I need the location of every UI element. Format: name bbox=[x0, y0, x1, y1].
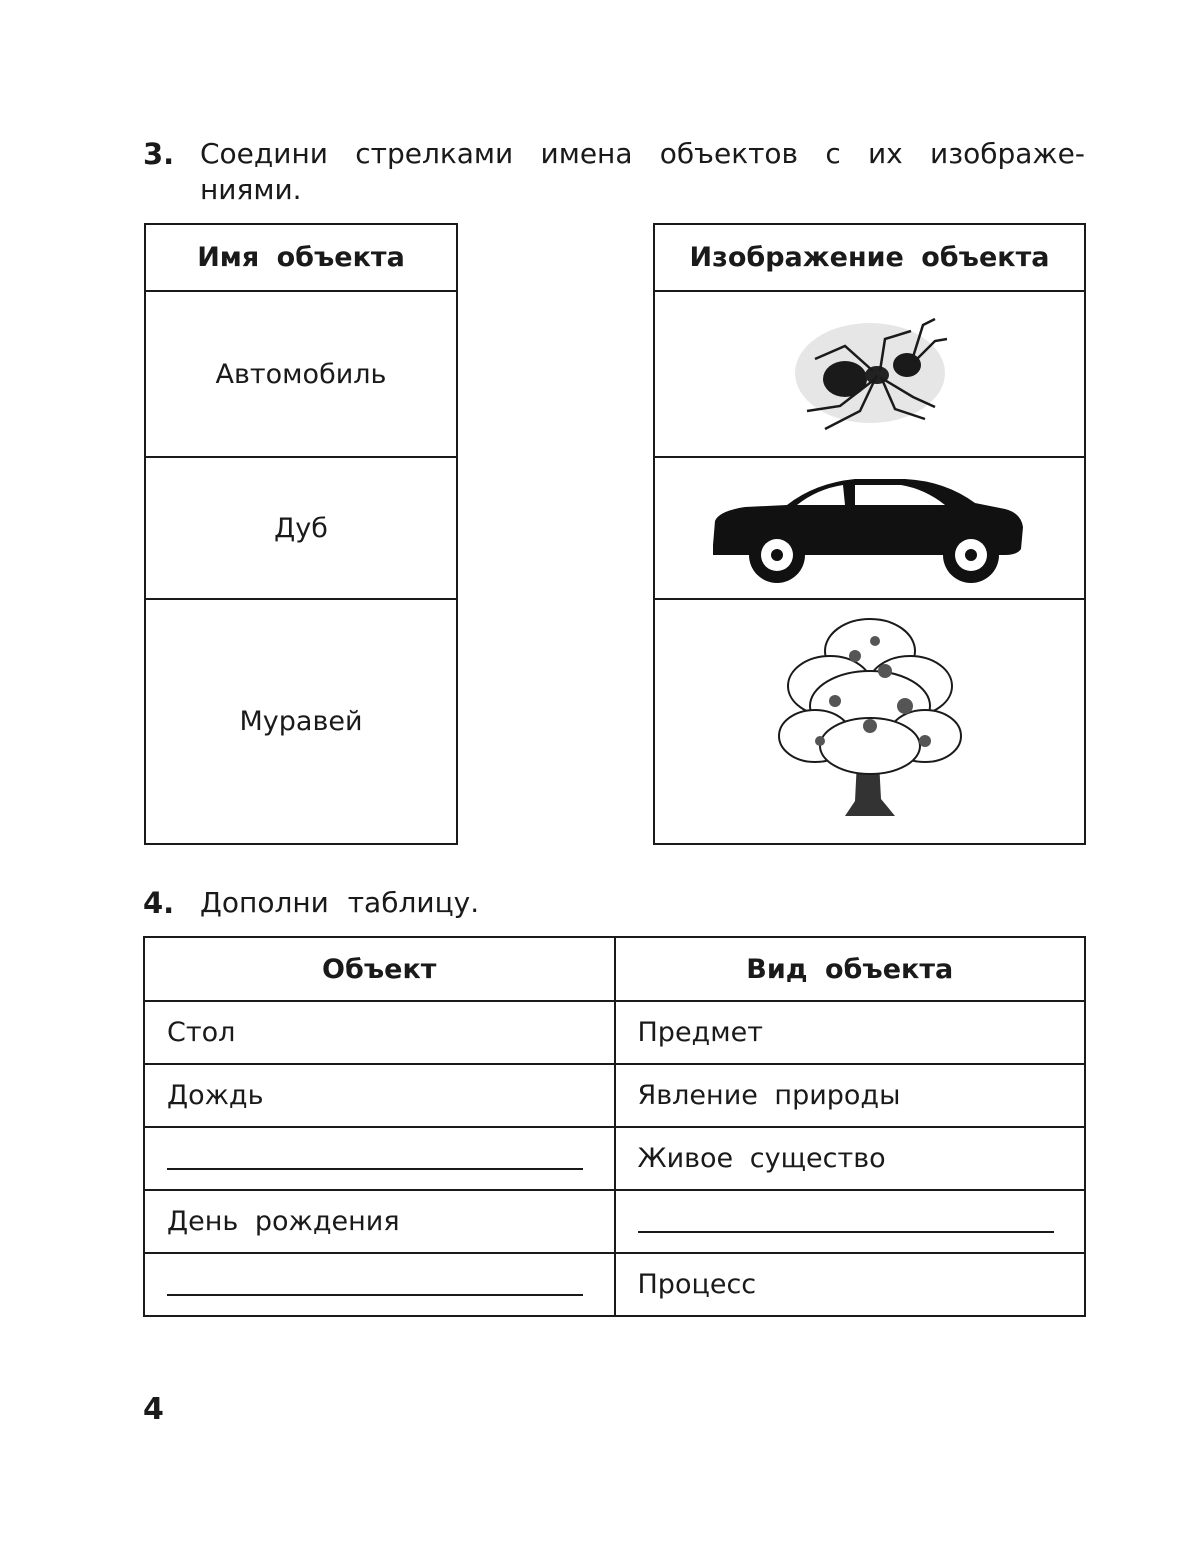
task3-number: 3. bbox=[143, 137, 175, 171]
image-cell-car bbox=[654, 457, 1085, 599]
name-cell-car: Автомобиль bbox=[145, 291, 457, 457]
task4-instruction: Дополни таблицу. bbox=[200, 886, 480, 919]
object-cell-blank[interactable] bbox=[144, 1253, 615, 1316]
object-cell: Стол bbox=[144, 1001, 615, 1064]
table-row bbox=[144, 1190, 1085, 1253]
page-number: 4 bbox=[143, 1392, 164, 1427]
table-row bbox=[144, 1001, 1085, 1064]
car-icon bbox=[705, 465, 1035, 585]
task4-number: 4. bbox=[143, 886, 175, 920]
column-header-object: Объект bbox=[144, 937, 615, 1001]
ant-icon bbox=[785, 301, 955, 441]
kind-cell: Предмет bbox=[615, 1001, 1086, 1064]
oak-tree-icon bbox=[775, 611, 965, 826]
images-header: Изображение объекта bbox=[654, 224, 1085, 291]
name-cell-ant: Муравей bbox=[145, 599, 457, 844]
kind-cell: Явление природы bbox=[615, 1064, 1086, 1127]
kind-cell-blank[interactable] bbox=[615, 1190, 1086, 1253]
column-header-kind: Вид объекта bbox=[615, 937, 1086, 1001]
kind-cell: Живое существо bbox=[615, 1127, 1086, 1190]
names-header: Имя объекта bbox=[145, 224, 457, 291]
fill-in-table bbox=[143, 936, 1086, 1317]
kind-cell: Процесс bbox=[615, 1253, 1086, 1316]
object-cell-blank[interactable] bbox=[144, 1127, 615, 1190]
object-names-table bbox=[144, 223, 458, 845]
table-row bbox=[144, 1253, 1085, 1316]
image-cell-oak bbox=[654, 599, 1085, 844]
object-cell: День рождения bbox=[144, 1190, 615, 1253]
answer-blank-line[interactable] bbox=[167, 1150, 583, 1170]
object-cell: Дождь bbox=[144, 1064, 615, 1127]
table-row bbox=[144, 1064, 1085, 1127]
answer-blank-line[interactable] bbox=[167, 1276, 583, 1296]
answer-blank-line[interactable] bbox=[638, 1213, 1054, 1233]
task3-instruction: Соедини стрелками имена объектов с их изображениями. bbox=[200, 137, 1085, 206]
image-cell-ant bbox=[654, 291, 1085, 457]
name-cell-oak: Дуб bbox=[145, 457, 457, 599]
object-images-table bbox=[653, 223, 1086, 845]
table-row bbox=[144, 1127, 1085, 1190]
